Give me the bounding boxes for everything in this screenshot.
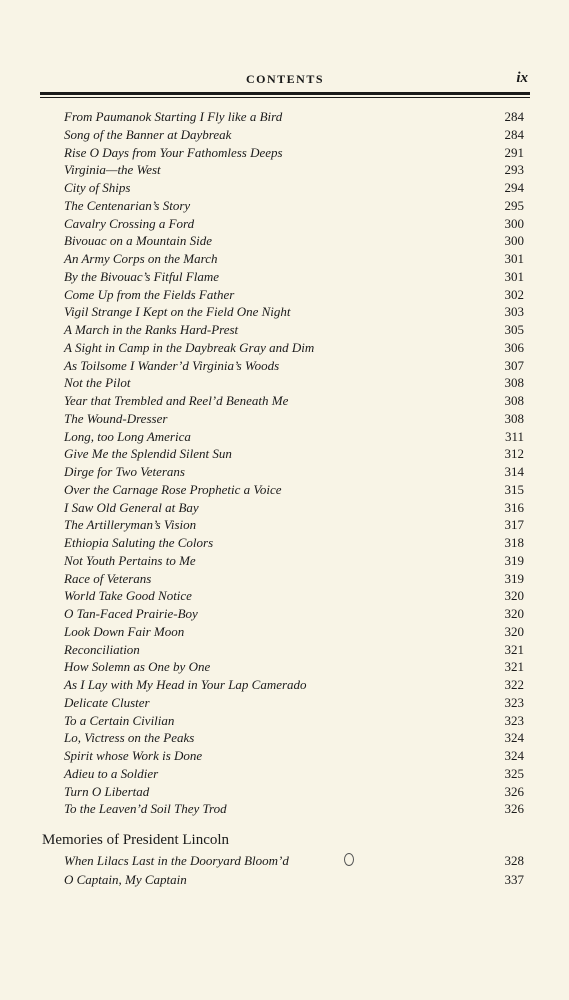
toc-entry — [40, 676, 530, 694]
toc-entry — [40, 552, 530, 570]
entry-title: The Wound-Dresser — [64, 410, 168, 426]
entry-page-number: 316 — [504, 499, 524, 515]
entry-title: Vigil Strange I Kept on the Field One Night — [64, 304, 291, 320]
entry-title: Lo, Victress on the Peaks — [64, 730, 195, 746]
toc-entry — [40, 339, 530, 357]
page-title: CONTENTS — [245, 72, 325, 86]
page-header — [40, 70, 530, 90]
toc-entry — [40, 516, 530, 534]
toc-entry — [40, 783, 530, 801]
toc-entry — [40, 852, 530, 871]
entry-title: Not Youth Pertains to Me — [64, 552, 196, 568]
entry-title: To a Certain Civilian — [64, 712, 175, 728]
toc-entry — [40, 871, 530, 890]
entry-title: Come Up from the Fields Father — [64, 286, 235, 302]
entry-title: Over the Carnage Rose Prophetic a Voice — [64, 481, 282, 497]
toc-entry — [40, 570, 530, 588]
entry-page-number: 293 — [504, 162, 524, 178]
entry-page-number: 315 — [504, 481, 524, 497]
toc-entry — [40, 144, 530, 162]
entry-title: Year that Trembled and Reel’d Beneath Me — [64, 393, 289, 408]
entry-title: Look Down Fair Moon — [64, 623, 185, 639]
entry-title: Adieu to a Soldier — [64, 765, 159, 781]
toc-entry — [40, 126, 530, 144]
toc-entry — [40, 392, 530, 410]
toc-entry — [40, 499, 530, 517]
entry-page-number: 295 — [504, 197, 524, 213]
toc-entry — [40, 286, 530, 304]
entry-title: Spirit whose Work is Done — [64, 748, 203, 763]
entry-page-number: 324 — [504, 730, 524, 746]
entry-title: Virginia—the West — [64, 162, 161, 178]
entry-page-number: 301 — [504, 251, 524, 266]
entry-page-number: 326 — [504, 783, 524, 799]
toc-entry — [40, 765, 530, 783]
entry-page-number: 308 — [504, 375, 524, 391]
entry-page-number: 300 — [504, 215, 524, 231]
toc-entry — [40, 481, 530, 499]
toc-entry — [40, 108, 530, 126]
entry-title: Rise O Days from Your Fathomless Deeps — [64, 144, 283, 160]
entry-title: O Tan-Faced Prairie-Boy — [64, 606, 198, 621]
entry-title: Not the Pilot — [64, 375, 131, 391]
toc-entry — [40, 729, 530, 747]
entry-page-number: 323 — [504, 694, 524, 710]
entry-title: To the Leaven’d Soil They Trod — [64, 801, 227, 817]
entry-page-number: 324 — [504, 748, 524, 763]
entry-page-number: 312 — [504, 446, 524, 462]
entry-page-number: 325 — [504, 765, 524, 781]
toc-entry — [40, 321, 530, 339]
entry-title: O Captain, My Captain — [64, 871, 187, 887]
entry-page-number: 284 — [504, 109, 524, 124]
entry-page-number: 317 — [504, 517, 524, 533]
entry-page-number: 320 — [504, 623, 524, 639]
toc-entry — [40, 357, 530, 375]
toc-entry — [40, 587, 530, 605]
toc-entry — [40, 463, 530, 481]
entry-page-number: 320 — [504, 588, 524, 604]
entry-title: Turn O Libertad — [64, 783, 150, 799]
entry-title: An Army Corps on the March — [64, 251, 218, 266]
entry-title: World Take Good Notice — [64, 588, 192, 604]
section-heading: Memories of President Lincoln — [42, 832, 230, 848]
entry-title: City of Ships — [64, 180, 131, 195]
toc-entry — [40, 445, 530, 463]
toc-entry — [40, 179, 530, 197]
entry-title: Song of the Banner at Daybreak — [64, 126, 232, 142]
toc-entry — [40, 410, 530, 428]
section-contents-list — [40, 852, 530, 889]
entry-page-number: 291 — [504, 144, 524, 160]
entry-title: I Saw Old General at Bay — [64, 499, 199, 515]
entry-title: By the Bivouac’s Fitful Flame — [64, 268, 219, 284]
header-rule-thin — [40, 97, 530, 98]
entry-page-number: 301 — [504, 268, 524, 284]
entry-page-number: 318 — [504, 535, 524, 550]
entry-page-number: 307 — [504, 357, 524, 373]
entry-title: The Centenarian’s Story — [64, 197, 191, 213]
entry-page-number: 326 — [504, 801, 524, 817]
toc-entry — [40, 605, 530, 623]
entry-title: As I Lay with My Head in Your Lap Camerado — [64, 677, 307, 692]
entry-title: The Artilleryman’s Vision — [64, 517, 197, 533]
entry-title: Delicate Cluster — [64, 694, 150, 710]
entry-title: Reconciliation — [64, 641, 140, 657]
entry-page-number: 305 — [504, 322, 524, 337]
page-number: ix — [516, 70, 528, 86]
entry-title: A March in the Ranks Hard-Prest — [64, 322, 239, 337]
toc-entry — [40, 232, 530, 250]
toc-entry — [40, 374, 530, 392]
entry-page-number: 306 — [504, 339, 524, 355]
toc-entry — [40, 161, 530, 179]
entry-page-number: 320 — [504, 606, 524, 621]
entry-title: As Toilsome I Wander’d Virginia’s Woods — [64, 357, 280, 373]
entry-title: Give Me the Splendid Silent Sun — [64, 446, 232, 462]
entry-page-number: 321 — [504, 659, 524, 675]
toc-entry — [40, 197, 530, 215]
entry-page-number: 323 — [504, 712, 524, 728]
entry-page-number: 308 — [504, 393, 524, 408]
entry-title: How Solemn as One by One — [64, 659, 211, 675]
header-rule-thick — [40, 92, 530, 95]
toc-entry — [40, 268, 530, 286]
entry-page-number: 311 — [504, 428, 524, 444]
entry-page-number: 303 — [504, 304, 524, 320]
toc-entry — [40, 694, 530, 712]
toc-entry — [40, 303, 530, 321]
entry-title: Bivouac on a Mountain Side — [64, 233, 213, 249]
toc-entry — [40, 641, 530, 659]
toc-entry — [40, 215, 530, 233]
entry-page-number: 294 — [504, 180, 524, 195]
entry-page-number: 308 — [504, 410, 524, 426]
toc-entry — [40, 712, 530, 730]
entry-page-number: 300 — [504, 233, 524, 249]
entry-page-number: 319 — [504, 552, 524, 568]
toc-entry — [40, 623, 530, 641]
entry-title: Ethiopia Saluting the Colors — [64, 535, 214, 550]
entry-title: From Paumanok Starting I Fly like a Bird — [64, 109, 283, 124]
entry-title: When Lilacs Last in the Dooryard Bloom’d — [64, 853, 289, 868]
entry-title: Cavalry Crossing a Ford — [64, 215, 195, 231]
toc-entry — [40, 250, 530, 268]
contents-page — [40, 70, 530, 889]
entry-page-number: 322 — [504, 677, 524, 692]
entry-page-number: 302 — [504, 286, 524, 302]
toc-entry — [40, 747, 530, 765]
entry-page-number: 337 — [504, 871, 524, 887]
toc-entry — [40, 534, 530, 552]
entry-page-number: 284 — [504, 126, 524, 142]
entry-title: Race of Veterans — [64, 570, 152, 586]
toc-entry — [40, 800, 530, 818]
entry-page-number: 321 — [504, 641, 524, 657]
entry-title: Long, too Long America — [64, 428, 191, 444]
entry-page-number: 314 — [504, 464, 524, 479]
toc-entry — [40, 428, 530, 446]
toc-entry — [40, 658, 530, 676]
entry-page-number: 319 — [504, 570, 524, 586]
entry-title: Dirge for Two Veterans — [64, 464, 185, 479]
handwritten-circle-mark — [344, 853, 354, 866]
contents-list — [40, 108, 530, 818]
entry-page-number: 328 — [504, 853, 524, 868]
entry-title: A Sight in Camp in the Daybreak Gray and Dim — [64, 339, 315, 355]
